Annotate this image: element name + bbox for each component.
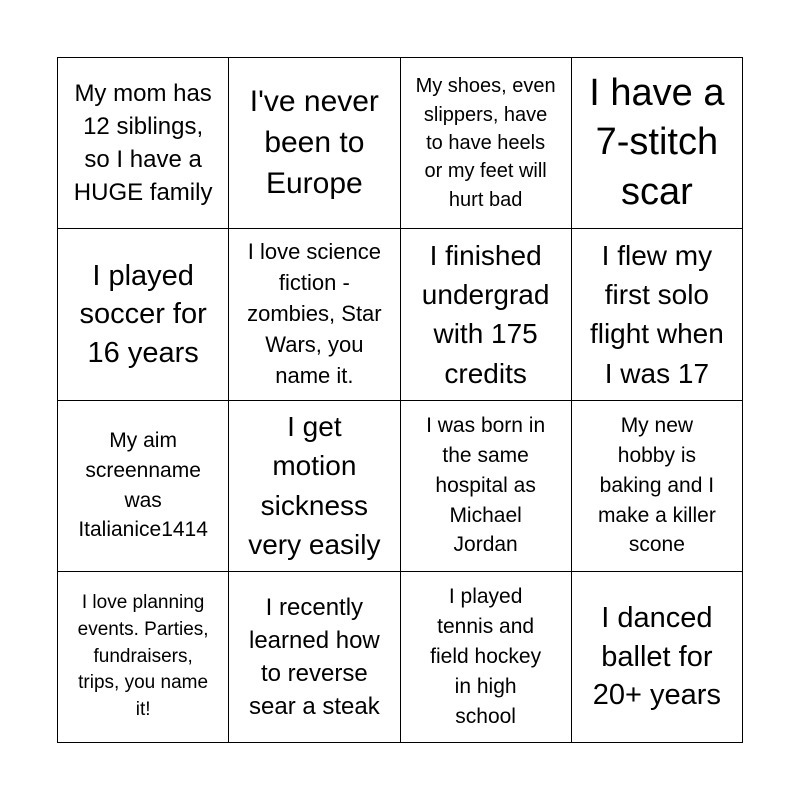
bingo-cell[interactable]: I love science fiction - zombies, Star Wars, you name it.: [229, 229, 400, 400]
bingo-cell[interactable]: I flew my first solo flight when I was 17: [572, 229, 743, 400]
bingo-cell[interactable]: I have a 7-stitch scar: [572, 58, 743, 229]
bingo-cell[interactable]: I recently learned how to reverse sear a steak: [229, 572, 400, 743]
bingo-cell[interactable]: I played tennis and field hockey in high school: [401, 572, 572, 743]
bingo-cell[interactable]: I played soccer for 16 years: [58, 229, 229, 400]
bingo-cell[interactable]: I love planning events. Parties, fundraisers, trips, you name it!: [58, 572, 229, 743]
bingo-cell[interactable]: I danced ballet for 20+ years: [572, 572, 743, 743]
bingo-board: [57, 57, 743, 743]
bingo-cell[interactable]: I get motion sickness very easily: [229, 401, 400, 572]
bingo-cell[interactable]: I've never been to Europe: [229, 58, 400, 229]
bingo-cell[interactable]: My new hobby is baking and I make a killer scone: [572, 401, 743, 572]
bingo-cell[interactable]: I was born in the same hospital as Michael Jordan: [401, 401, 572, 572]
bingo-cell[interactable]: My aim screenname was Italianice1414: [58, 401, 229, 572]
bingo-cell[interactable]: My shoes, even slippers, have to have heels or my feet will hurt bad: [401, 58, 572, 229]
bingo-cell[interactable]: My mom has 12 siblings, so I have a HUGE family: [58, 58, 229, 229]
bingo-cell[interactable]: I finished undergrad with 175 credits: [401, 229, 572, 400]
